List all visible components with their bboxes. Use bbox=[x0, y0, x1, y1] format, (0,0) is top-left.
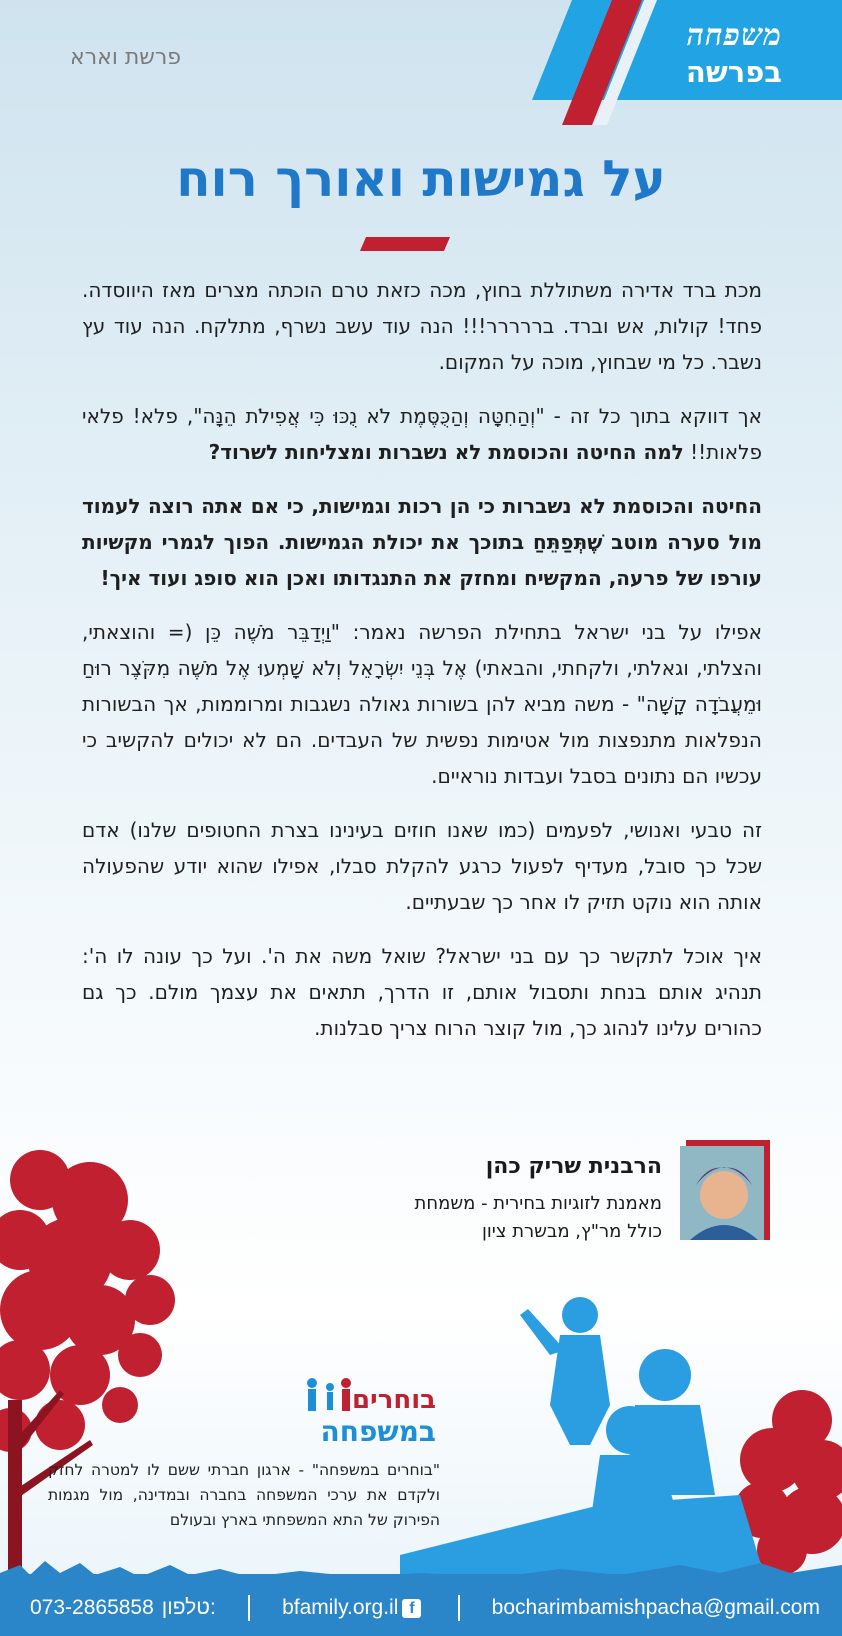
phone-label: טלפון: bbox=[161, 1596, 216, 1619]
website-group bbox=[282, 1596, 425, 1620]
paragraph-bold-question: למה החיטה והכוסמת לא נשברות ומצליחות לשרוד? bbox=[208, 440, 684, 464]
facebook-icon[interactable]: f bbox=[402, 1599, 421, 1618]
website-link[interactable]: bfamily.org.il bbox=[282, 1596, 399, 1619]
footer-separator bbox=[248, 1595, 250, 1621]
paragraph-6 bbox=[82, 938, 762, 1046]
paragraph-2 bbox=[82, 398, 762, 470]
author-role-line-2: כולל מר"ץ, מבשרת ציון bbox=[481, 1221, 662, 1242]
org-logo-line-2: במשפחה bbox=[320, 1415, 436, 1448]
parasha-label: פרשת וארא bbox=[70, 45, 182, 70]
paragraph-5 bbox=[82, 812, 762, 920]
paragraph-text: זה טבעי ואנושי, לפעמים (כמו שאנו חוזים בעינינו בצרת החטופים שלנו) אדם שכל כך סובל, מעדיף לפעול כרגע להקלת סבלו, אפילו שהוא יודע שהפעולה אותה הוא נוקט תזיק לו אחר כך שבעתיים. bbox=[82, 818, 762, 914]
bochrim-bamishpacha-logo bbox=[300, 1375, 440, 1448]
phone-group bbox=[30, 1596, 216, 1620]
paragraph-3 bbox=[82, 488, 762, 596]
family-in-parasha-logo bbox=[532, 0, 842, 125]
paragraph-text: אך דווקא בתוך כל זה - "וְהַחִטָּה וְהַכֻּסֶּמֶת לֹא נֻכּוּ כִּי אֲפִילֹת הֵנָּה", פלא! פלאי פלאות!! bbox=[82, 404, 762, 464]
footer-separator bbox=[458, 1595, 460, 1621]
paragraph-text: אפילו על בני ישראל בתחילת הפרשה נאמר: "וַיְדַבֵּר מֹשֶׁה כֵּן (= והוצאתי, והצלתי, וגאלתי, ולקחתי, והבאתי) אֶל בְּנֵי יִשְׂרָאֵל וְלֹא שָׁמְעוּ אֶל מֹשֶׁה מִקֹּצֶר רוּחַ וּמֵעֲבֹדָה קָשָׁה" - משה מביא להן בשורות גאולה נשגבות ומרוממות, אך הבשורות הנפלאות מתנפצות מול אטימות נפשית של העבדים. הם לא יכולים להקשיב כי עכשיו הם נתונים בסבל ועבדות נוראיים. bbox=[82, 620, 762, 788]
email-link[interactable]: bocharimbamishpacha@gmail.com bbox=[491, 1596, 820, 1619]
organization-description: "בוחרים במשפחה" - ארגון חברתי ששם לו למטרה לחזק ולקדם את ערכי המשפחה בחברה ובמדינה, מול מגמות הפירוק של התא המשפחתי בארץ ובעולם bbox=[48, 1461, 440, 1529]
article-body bbox=[82, 272, 762, 1064]
author-photo bbox=[680, 1140, 770, 1240]
phone-number[interactable]: 073-2865858 bbox=[30, 1596, 154, 1619]
author-name: הרבנית שריק כהן bbox=[485, 1154, 662, 1179]
title-underline-decoration bbox=[360, 237, 450, 251]
contact-row bbox=[30, 1588, 820, 1628]
author-role-line-1: מאמנת לזוגיות בחירית - משמחת bbox=[414, 1193, 662, 1214]
paragraph-text: מכת ברד אדירה משתוללת בחוץ, מכה כזאת טרם הוכתה מצרים מאז היווסדה. פחד! קולות, אש וברד. בררררר!!! הנה עוד עשב נשרף, מתלקח. הנה עוד עץ נשבר. כל מי שבחוץ, מוכה על המקום. bbox=[82, 278, 762, 374]
paragraph-text: איך אוכל לתקשר כך עם בני ישראל? שואל משה את ה'. ועל כך עונה לו ה': תנהיג אותם בנחת ותסבול אותם, זו הדרך, תתאים את עצמך מולם. כך גם כהורים עלינו לנהוג כך, מול קוצר הרוח צריך סבלנות. bbox=[82, 944, 762, 1040]
paragraph-bold-text: החיטה והכוסמת לא נשברות כי הן רכות וגמישות, כי אם אתה רוצה לעמוד מול סערה מוטב שֶׁתְּפַתֵּחַ בתוכך את יכולת הגמישות. הפוך לגמרי מקשיות עורפו של פרעה, המקשיח ומחזק את התנגדותו ואכן הוא סופג ועוד איך! bbox=[82, 494, 762, 590]
paragraph-1 bbox=[82, 272, 762, 380]
footer-bar bbox=[0, 1574, 842, 1636]
author-role bbox=[415, 1190, 662, 1246]
email-group bbox=[492, 1596, 820, 1620]
family-silhouette-illustration bbox=[400, 1295, 770, 1595]
logo-line-1: משפחה bbox=[686, 18, 782, 53]
paragraph-4 bbox=[82, 614, 762, 794]
article-title: על גמישות ואורך רוח bbox=[176, 150, 666, 208]
org-logo-line-1: בוחרים bbox=[351, 1385, 436, 1415]
logo-line-2: בפרשה bbox=[685, 55, 782, 89]
